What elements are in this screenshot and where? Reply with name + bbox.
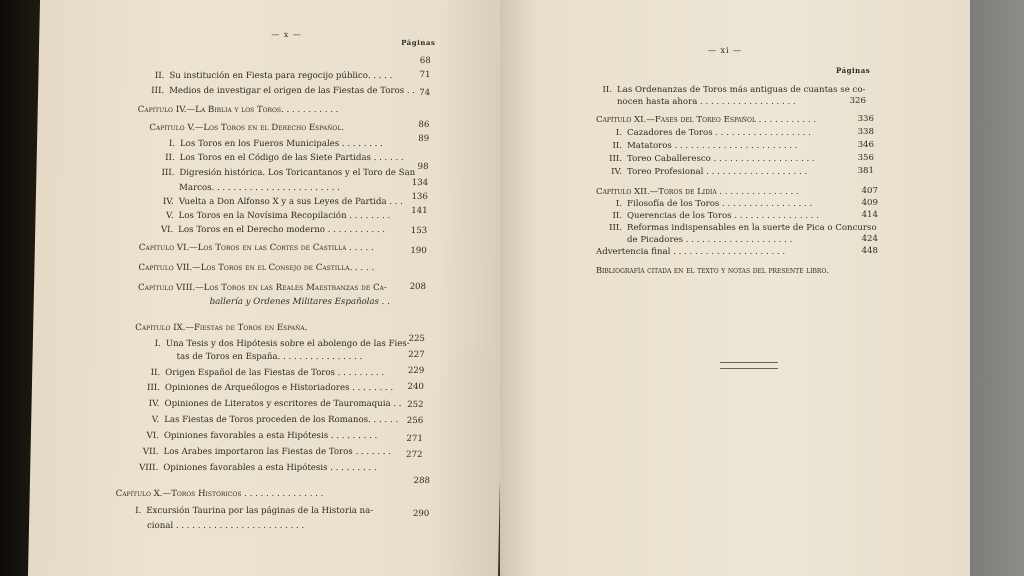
toc-entry: III. Toreo Caballeresco . . . . . . . . . . . . . . . . . . . xyxy=(609,154,815,164)
closing-rule xyxy=(720,368,778,369)
toc-page: 338 xyxy=(857,127,874,137)
toc-page: 225 xyxy=(408,334,426,344)
toc-page: 227 xyxy=(408,350,425,360)
toc-page: 229 xyxy=(407,366,425,376)
toc-page: 153 xyxy=(410,226,428,236)
toc-chapter: Capítulo X.—Toros Históricos . . . . . . . . . . . . . . . xyxy=(115,489,324,499)
toc-entry: II. Matatoros . . . . . . . . . . . . . . . . . . . . . . . xyxy=(612,141,798,151)
toc-page: 409 xyxy=(861,198,878,208)
toc-entry: I. Filosofía de los Toros . . . . . . . . . . . . . . . . . xyxy=(615,199,813,209)
toc-entry-continuation: ballería y Ordenes Militares Españolas . . xyxy=(209,297,391,307)
toc-page: 336 xyxy=(857,114,874,124)
page-number: — x — xyxy=(271,30,303,39)
toc-chapter: Capítulo VII.—Los Toros en el Consejo de Castilla. . . . . xyxy=(138,263,375,273)
toc-page: 74 xyxy=(419,88,431,98)
toc-entry: III. Medios de investigar el origen de las Fiestas de Toros . . xyxy=(151,86,416,96)
toc-entry: VIII. Opiniones favorables a esta Hipótesis . . . . . . . . . xyxy=(138,463,377,473)
toc-entry: I. Excursión Taurina por las páginas de la Historia na- xyxy=(135,506,374,516)
toc-entry: V. Las Fiestas de Toros proceden de los Romanos. . . . . . xyxy=(151,415,399,425)
toc-page: 98 xyxy=(417,162,429,172)
toc-page: 208 xyxy=(409,282,427,292)
toc-page: 326 xyxy=(849,96,866,106)
toc-page: 271 xyxy=(406,434,423,444)
toc-page: 448 xyxy=(861,246,878,256)
toc-page: 71 xyxy=(419,70,431,80)
toc-entry-continuation: tas de Toros en España. . . . . . . . . . . . . . . . xyxy=(176,352,363,362)
toc-chapter: Capítulo VIII.—Los Toros en las Reales Maestranzas de Ca- xyxy=(137,283,387,293)
toc-page: 240 xyxy=(407,382,425,392)
toc-page: 252 xyxy=(407,400,424,410)
toc-entry: III. Digresión histórica. Los Toricantanos y el Toro de San xyxy=(161,168,416,178)
toc-page: 256 xyxy=(406,416,424,426)
toc-entry: VI. Los Toros en el Derecho moderno . . . . . . . . . . . xyxy=(160,225,386,235)
left-page xyxy=(28,0,510,576)
toc-entry: II. Origen Español de las Fiestas de Toros . . . . . . . . . xyxy=(150,368,385,378)
toc-page: 136 xyxy=(411,192,429,202)
column-header: Páginas xyxy=(836,66,871,75)
toc-entry: IV. Vuelta a Don Alfonso X y a sus Leyes de Partida . . . xyxy=(162,197,404,207)
toc-chapter: Capítulo V.—Los Toros en el Derecho Español. xyxy=(149,123,345,133)
toc-entry: III. Reformas indispensables en la suerte de Pica o Concurso xyxy=(609,223,877,233)
toc-entry: VII. Los Arabes importaron las Fiestas de Toros . . . . . . . xyxy=(142,447,392,457)
toc-entry-continuation: de Picadores . . . . . . . . . . . . . . . . . . . . xyxy=(627,235,793,245)
toc-entry: V. Los Toros en la Novísima Recopilación . . . . . . . . xyxy=(165,211,391,221)
toc-chapter: Capítulo XII.—Toros de Lidia . . . . . . . . . . . . . . . xyxy=(596,187,799,197)
toc-page: 272 xyxy=(405,450,423,460)
toc-entry-continuation: cional . . . . . . . . . . . . . . . . . . . . . . . . xyxy=(146,521,305,531)
toc-page: 381 xyxy=(857,166,874,176)
toc-entry: I. Cazadores de Toros . . . . . . . . . . . . . . . . . . xyxy=(615,128,811,138)
toc-entry: I. Los Toros en los Fueros Municipales . . . . . . . . xyxy=(168,139,383,149)
toc-page: 86 xyxy=(418,120,430,130)
toc-page: 356 xyxy=(857,153,874,163)
toc-page: 68 xyxy=(419,56,431,66)
bibliography-note: Bibliografía citada en el texto y notas del presente libro. xyxy=(596,265,829,275)
closing-rule xyxy=(720,362,778,363)
toc-page: 414 xyxy=(861,210,878,220)
toc-chapter: Capítulo IV.—La Biblia y los Toros. . . . . . . . . . . xyxy=(137,105,339,115)
page-number: — xi — xyxy=(708,46,743,55)
toc-page: 134 xyxy=(411,178,429,188)
toc-page: 141 xyxy=(411,206,428,216)
toc-entry: VI. Opiniones favorables a esta Hipótesis . . . . . . . . . xyxy=(146,431,378,441)
toc-page: 346 xyxy=(857,140,874,150)
toc-entry: II. Su institución en Fiesta para regocijo público. . . . . xyxy=(154,71,393,81)
toc-entry: IV. Opiniones de Literatos y escritores de Tauromaquia . . xyxy=(148,399,402,409)
toc-entry: IV. Toreo Profesional . . . . . . . . . . . . . . . . . . . xyxy=(611,167,808,177)
toc-entry: III. Opiniones de Arqueólogos e Historiadores . . . . . . . . xyxy=(146,383,394,393)
toc-entry: Advertencia final . . . . . . . . . . . . . . . . . . . . . xyxy=(596,247,786,257)
toc-page: 290 xyxy=(412,509,430,519)
toc-chapter: Capítulo VI.—Los Toros en las Cortes de Castilla . . . . . xyxy=(138,243,374,253)
toc-page: 288 xyxy=(413,476,431,486)
toc-entry-continuation: Marcos. . . . . . . . . . . . . . . . . . . . . . . . xyxy=(178,183,341,193)
right-page xyxy=(500,0,970,576)
toc-page: 407 xyxy=(861,186,878,196)
toc-chapter: Capítulo IX.—Fiestas de Toros en España. xyxy=(135,323,308,333)
toc-page: 424 xyxy=(861,234,878,244)
toc-entry: II. Querencias de los Toros . . . . . . . . . . . . . . . . xyxy=(612,211,819,221)
toc-entry: I. Una Tesis y dos Hipótesis sobre el abolengo de las Fies- xyxy=(154,339,410,349)
toc-entry: II. Las Ordenanzas de Toros más antiguas de cuantas se co- xyxy=(602,85,866,95)
column-header: Páginas xyxy=(401,38,436,47)
toc-chapter: Capítulo XI.—Fases del Toreo Español . . . . . . . . . . . xyxy=(596,115,817,125)
toc-entry-continuation: nocen hasta ahora . . . . . . . . . . . . . . . . . . xyxy=(617,97,796,107)
toc-page: 190 xyxy=(410,246,427,256)
toc-entry: II. Los Toros en el Código de las Siete Partidas . . . . . . xyxy=(165,153,404,163)
toc-page: 89 xyxy=(418,134,430,144)
